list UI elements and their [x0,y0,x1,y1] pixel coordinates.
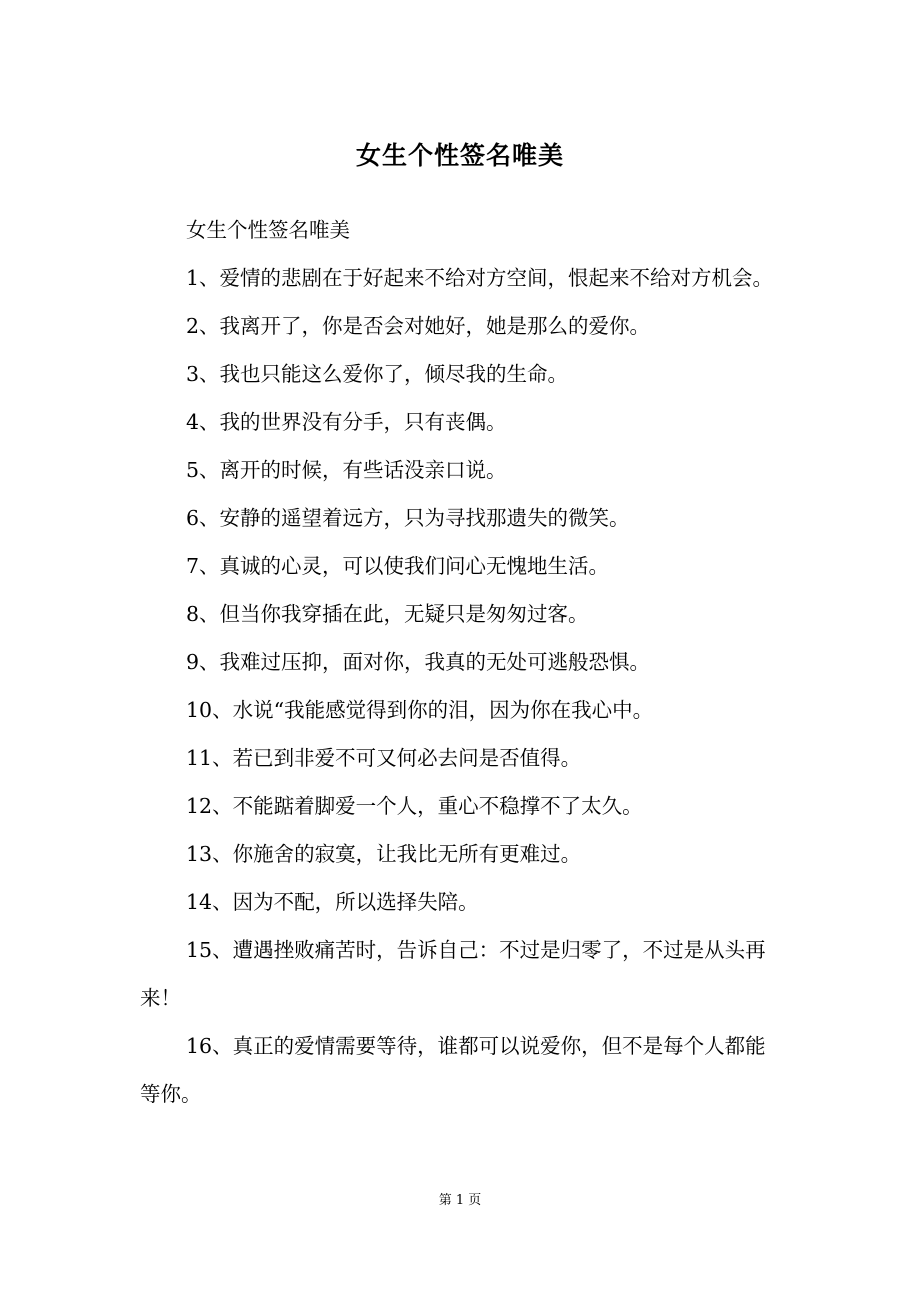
document-title: 女生个性签名唯美 [355,141,564,170]
paragraph-item: 4、我的世界没有分手，只有丧偶。 [186,410,507,434]
paragraph-item: 12、不能踮着脚爱一个人，重心不稳撑不了太久。 [186,794,643,818]
paragraph-item: 8、但当你我穿插在此，无疑只是匆匆过客。 [186,602,589,626]
paragraph-item: 7、真诚的心灵，可以使我们问心无愧地生活。 [186,554,610,578]
paragraph-item: 9、我难过压抑，面对你，我真的无处可逃般恐惧。 [186,650,651,674]
paragraph-item: 10、水说“我能感觉得到你的泪，因为你在我心中。 [186,698,654,722]
paragraph-item: 2、我离开了，你是否会对她好，她是那么的爱你。 [186,314,651,338]
paragraph-item: 16、真正的爱情需要等待，谁都可以说爱你，但不是每个人都能等你。 [140,1034,766,1106]
paragraph-item: 13、你施舍的寂寞，让我比无所有更难过。 [186,842,582,866]
paragraph-subtitle: 女生个性签名唯美 [186,218,350,242]
document-body [140,206,780,1118]
paragraph-item: 11、若已到非爱不可又何必去问是否值得。 [186,746,582,770]
paragraph-item: 15、遭遇挫败痛苦时，告诉自己：不过是归零了，不过是从头再来！ [140,938,766,1010]
paragraph-item: 14、因为不配，所以选择失陪。 [186,890,479,914]
paragraph-item: 1、爱情的悲剧在于好起来不给对方空间，恨起来不给对方机会。 [186,266,774,290]
page-number-footer: 第 1 页 [438,1193,482,1208]
paragraph-item: 3、我也只能这么爱你了，倾尽我的生命。 [186,362,569,386]
paragraph-item: 5、离开的时候，有些话没亲口说。 [186,458,507,482]
paragraph-item: 6、安静的遥望着远方，只为寻找那遗失的微笑。 [186,506,630,530]
